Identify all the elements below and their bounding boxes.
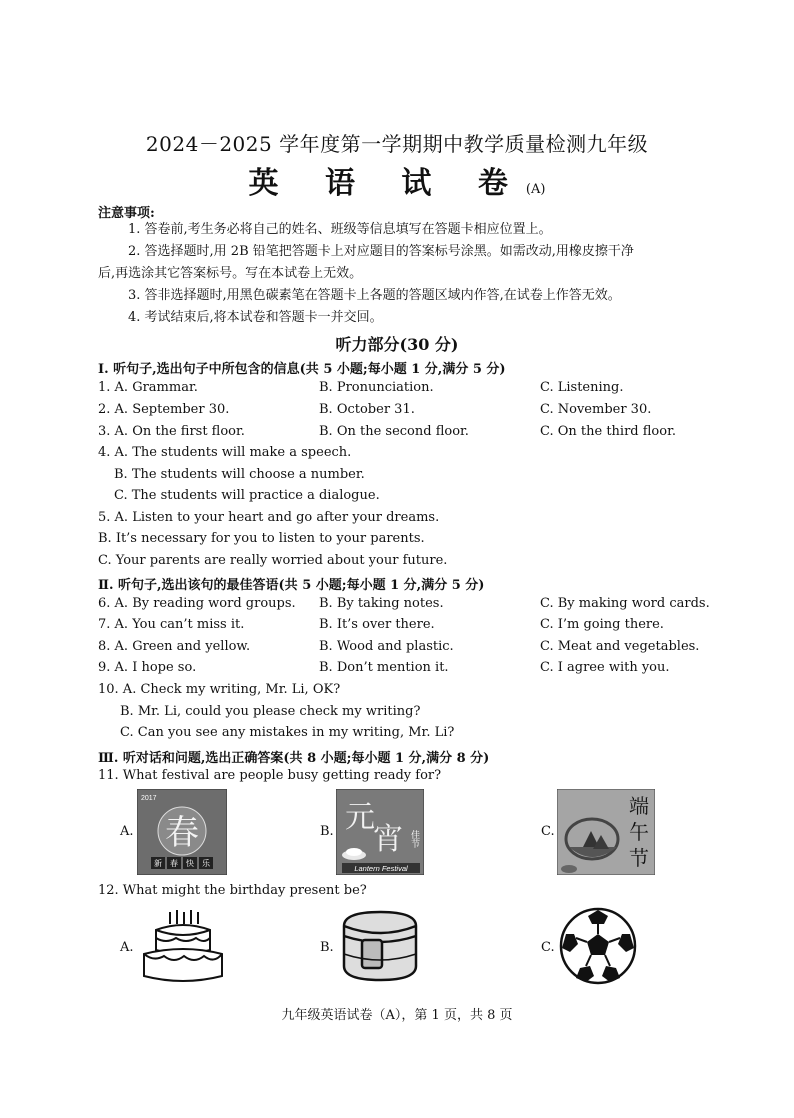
option: 3. A. On the first floor. — [98, 424, 245, 439]
option: 1. A. Grammar. — [98, 380, 198, 395]
option: B. It’s over there. — [319, 617, 435, 632]
option: C. On the third floor. — [540, 424, 676, 439]
soccer-ball-icon — [558, 906, 638, 986]
option-label: B. — [320, 824, 334, 839]
part1-heading: Ⅰ. 听句子,选出句子中所包含的信息(共 5 小题;每小题 1 分,满分 5 分) — [98, 362, 506, 377]
paper-version: (A) — [525, 182, 546, 197]
option: 6. A. By reading word groups. — [98, 596, 296, 611]
spring-char: 春 — [165, 813, 199, 853]
option: C. I agree with you. — [540, 660, 670, 675]
question-row — [98, 380, 718, 401]
option: B. The students will choose a number. — [114, 467, 365, 482]
part3-heading: Ⅲ. 听对话和问题,选出正确答案(共 8 小题;每小题 1 分,满分 8 分) — [98, 751, 490, 766]
option-label: A. — [120, 824, 134, 839]
option: 7. A. You can’t miss it. — [98, 617, 245, 632]
question-row — [98, 660, 718, 681]
option: 2. A. September 30. — [98, 402, 230, 417]
option: B. Wood and plastic. — [319, 639, 454, 654]
part2-heading: Ⅱ. 听句子,选出该句的最佳答语(共 5 小题;每小题 1 分,满分 5 分) — [98, 578, 485, 593]
lantern-festival-text: Lantern Festival — [354, 864, 408, 873]
option: B. Mr. Li, could you please check my writing? — [120, 704, 421, 719]
question-11: 11. What festival are people busy getting ready for? — [98, 768, 442, 783]
question-row — [98, 402, 718, 423]
option: B. October 31. — [319, 402, 415, 417]
option: C. By making word cards. — [540, 596, 710, 611]
option-label: A. — [120, 940, 134, 955]
question-row — [98, 424, 718, 445]
xiao-char: 宵 — [373, 822, 403, 857]
option-label: B. — [320, 940, 334, 955]
year-text: 2017 — [141, 795, 157, 802]
word-char: 新 — [154, 859, 162, 868]
option: C. The students will practice a dialogue. — [114, 488, 380, 503]
question-12: 12. What might the birthday present be? — [98, 883, 367, 898]
lantern-festival-image — [336, 789, 424, 875]
jiajie-text: 佳节 — [409, 830, 419, 848]
notice-line: 1. 答卷前,考生务必将自己的姓名、班级等信息填写在答题卡相应位置上。 — [128, 222, 552, 237]
exam-title: 2024－2025 学年度第一学期期中教学质量检测九年级 — [145, 132, 649, 156]
option: B. By taking notes. — [319, 596, 444, 611]
option: B. Pronunciation. — [319, 380, 434, 395]
option: C. Meat and vegetables. — [540, 639, 700, 654]
notice-line: 4. 考试结束后,将本试卷和答题卡一并交回。 — [128, 310, 383, 325]
option: B. On the second floor. — [319, 424, 469, 439]
word-char: 快 — [186, 859, 194, 868]
notice-line: 2. 答选择题时,用 2B 铅笔把答题卡上对应题目的答案标号涂黑。如需改动,用橡皮擦干净 — [128, 244, 634, 259]
option: C. I’m going there. — [540, 617, 664, 632]
option: 8. A. Green and yellow. — [98, 639, 251, 654]
option: 10. A. Check my writing, Mr. Li, OK? — [98, 682, 341, 697]
wu-char: 午 — [629, 820, 649, 844]
option: C. November 30. — [540, 402, 652, 417]
jie-char: 节 — [629, 846, 649, 870]
exam-subject — [0, 158, 794, 202]
question-row — [98, 596, 718, 617]
duan-char: 端 — [629, 794, 649, 818]
word-char: 乐 — [202, 859, 210, 868]
subject-name: 英 语 试 卷 — [248, 166, 526, 201]
option: C. Can you see any mistakes in my writing, Mr. Li? — [120, 725, 455, 740]
option: 5. A. Listen to your heart and go after your dreams. — [98, 510, 440, 525]
option: C. Your parents are really worried about your future. — [98, 553, 448, 568]
word-char: 春 — [170, 859, 178, 868]
spring-festival-image — [137, 789, 227, 875]
page-footer: 九年级英语试卷（A），第 1 页，共 8 页 — [281, 1008, 513, 1023]
option-label: C. — [541, 824, 555, 839]
option: C. Listening. — [540, 380, 624, 395]
option: 4. A. The students will make a speech. — [98, 445, 352, 460]
notice-line: 3. 答非选择题时,用黑色碳素笔在答题卡上各题的答题区域内作答,在试卷上作答无效。 — [128, 288, 621, 303]
lunch-box-icon — [336, 906, 424, 986]
yuan-char: 元 — [345, 800, 375, 835]
option-label: C. — [541, 940, 555, 955]
birthday-cake-icon — [140, 906, 226, 986]
dragon-boat-festival-image — [557, 789, 655, 875]
question-row — [98, 639, 718, 660]
question-row — [98, 617, 718, 638]
option: B. Don’t mention it. — [319, 660, 449, 675]
option: 9. A. I hope so. — [98, 660, 197, 675]
notice-heading: 注意事项: — [98, 206, 155, 221]
option: B. It’s necessary for you to listen to your parents. — [98, 531, 425, 546]
notice-line: 后,再选涂其它答案标号。写在本试卷上无效。 — [98, 266, 363, 281]
listening-section-title: 听力部分(30 分) — [335, 335, 459, 354]
